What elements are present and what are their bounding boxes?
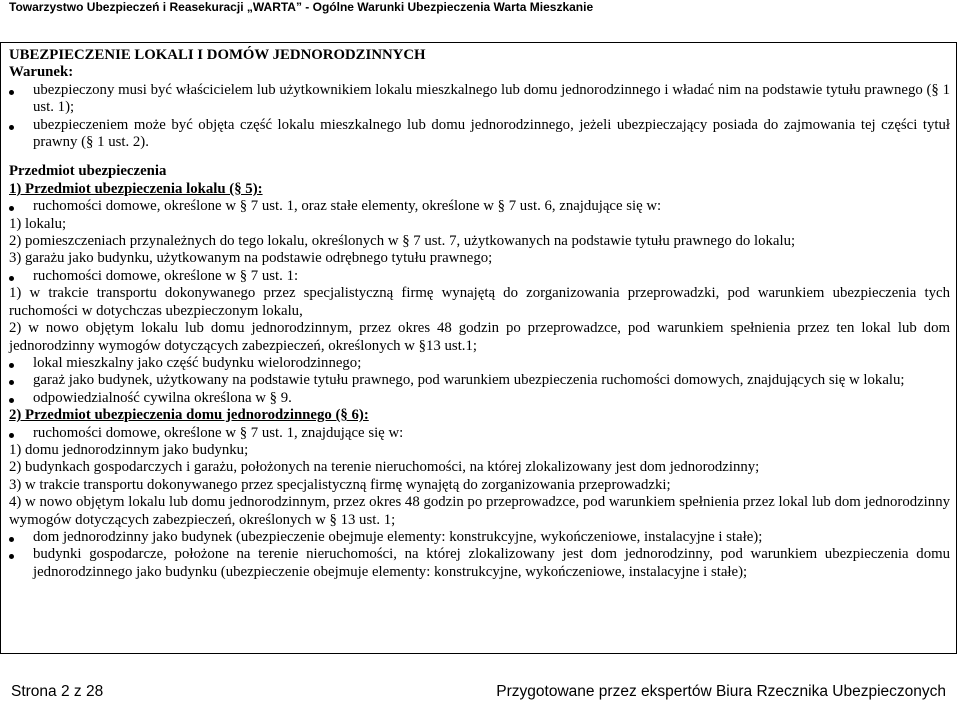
footer-credit: Przygotowane przez ekspertów Biura Rzecznika Ubezpieczonych xyxy=(496,683,946,700)
section1-bullet-text: ruchomości domowe, określone w § 7 ust. 1, oraz stałe elementy, określone w § 7 ust. 6, znajdujące się w: xyxy=(33,198,662,215)
section2-bullet xyxy=(9,425,950,442)
section1-line: 2) w nowo objętym lokalu lub domu jednorodzinnym, przez okres 48 godzin po przeprowadzce, pod warunkiem spełnienia przez ten lokal lub dom jednorodzinny wymogów dotyczących zabezpieczeń, określonych w §13 ust.1; xyxy=(9,320,950,354)
section1-bullet xyxy=(9,198,950,215)
section2-bullet-text: dom jednorodzinny jako budynek (ubezpieczenie obejmuje elementy: konstrukcyjne, wykończeniowe, instalacyjne i stałe); xyxy=(33,528,763,545)
condition-item xyxy=(9,117,950,152)
page-number: Strona 2 z 28 xyxy=(11,683,104,700)
section1-line: 1) w trakcie transportu dokonywanego przez specjalistyczną firmę wynajętą do zorganizowania przeprowadzki, pod warunkiem ubezpieczenia tych ruchomości w dotychczas ubezpieczonym lokalu, xyxy=(9,285,950,319)
section2-line: 2) budynkach gospodarczych i garażu, położonych na terenie nieruchomości, na której zlokalizowany jest dom jednorodzinny; xyxy=(9,459,760,476)
section1-bullet xyxy=(9,372,950,389)
document-frame xyxy=(0,42,957,654)
section2-heading: 2) Przedmiot ubezpieczenia domu jednorodzinnego (§ 6): xyxy=(9,407,369,424)
section2-bullet-text: ruchomości domowe, określone w § 7 ust. 1, znajdujące się w: xyxy=(33,424,404,441)
section2-line: 3) w trakcie transportu dokonywanego przez specjalistyczną firmę wynajętą do zorganizowania przeprowadzki; xyxy=(9,476,671,493)
condition-item xyxy=(9,82,950,117)
section2-line: 4) w nowo objętym lokalu lub domu jednorodzinnym, przez okres 48 godzin po przeprowadzce, pod warunkiem spełnienia przez lokal lub dom jednorodzinny wymogów dotyczących zabezpieczeń, określonych w § 13 ust. 1; xyxy=(9,494,950,528)
condition-text: ubezpieczeniem może być objęta część lokalu mieszkalnego lub domu jednorodzinnego, jeżeli ubezpieczający posiada do zajmowania tej części tytuł prawny (§ 1 ust. 2). xyxy=(33,116,950,151)
condition-text: ubezpieczony musi być właścicielem lub użytkownikiem lokalu mieszkalnego lub domu jednorodzinnego i władać nim na podstawie tytułu prawnego (§ 1 ust. 1); xyxy=(33,81,950,116)
section2-bullet xyxy=(9,529,950,546)
section1-line: 2) pomieszczeniach przynależnych do tego lokalu, określonych w § 7 ust. 7, użytkowanych na podstawie tytułu prawnego do lokalu; xyxy=(9,233,796,250)
section2-line: 1) domu jednorodzinnym jako budynku; xyxy=(9,441,249,458)
page-header-title: Towarzystwo Ubezpieczeń i Reasekuracji „WARTA” - Ogólne Warunki Ubezpieczenia Warta Mieszkanie xyxy=(9,0,594,14)
section2-bullet xyxy=(9,546,950,581)
subject-heading: Przedmiot ubezpieczenia xyxy=(9,163,167,180)
section1-line: 3) garażu jako budynku, użytkowanym na podstawie odrębnego tytułu prawnego; xyxy=(9,250,493,267)
conditions-label: Warunek: xyxy=(9,64,74,81)
section1-bullet-text: odpowiedzialność cywilna określona w § 9. xyxy=(33,389,292,406)
section1-line: 1) lokalu; xyxy=(9,215,67,232)
section1-bullet-text: lokal mieszkalny jako część budynku wielorodzinnego; xyxy=(33,354,362,371)
section1-bullet xyxy=(9,268,950,285)
document-content xyxy=(9,47,950,581)
section2-bullet-text: budynki gospodarcze, położone na terenie nieruchomości, na której zlokalizowany jest dom jednorodzinny, pod warunkiem ubezpieczenia domu jednorodzinnego jako budynku (ubezpieczenie obejmuje elementy: konstrukcyjne, wykończeniowe, instalacyjne i stałe); xyxy=(33,546,950,580)
section1-bullet-text: garaż jako budynek, użytkowany na podstawie tytułu prawnego, pod warunkiem ubezpieczenia ruchomości domowych, znajdujących się w lokalu; xyxy=(33,372,905,389)
section1-bullet-text: ruchomości domowe, określone w § 7 ust. 1: xyxy=(33,267,299,284)
section1-bullet xyxy=(9,390,950,407)
section1-bullet xyxy=(9,355,950,372)
document-heading: UBEZPIECZENIE LOKALI I DOMÓW JEDNORODZINNYCH xyxy=(9,47,426,63)
section1-heading: 1) Przedmiot ubezpieczenia lokalu (§ 5): xyxy=(9,180,263,197)
